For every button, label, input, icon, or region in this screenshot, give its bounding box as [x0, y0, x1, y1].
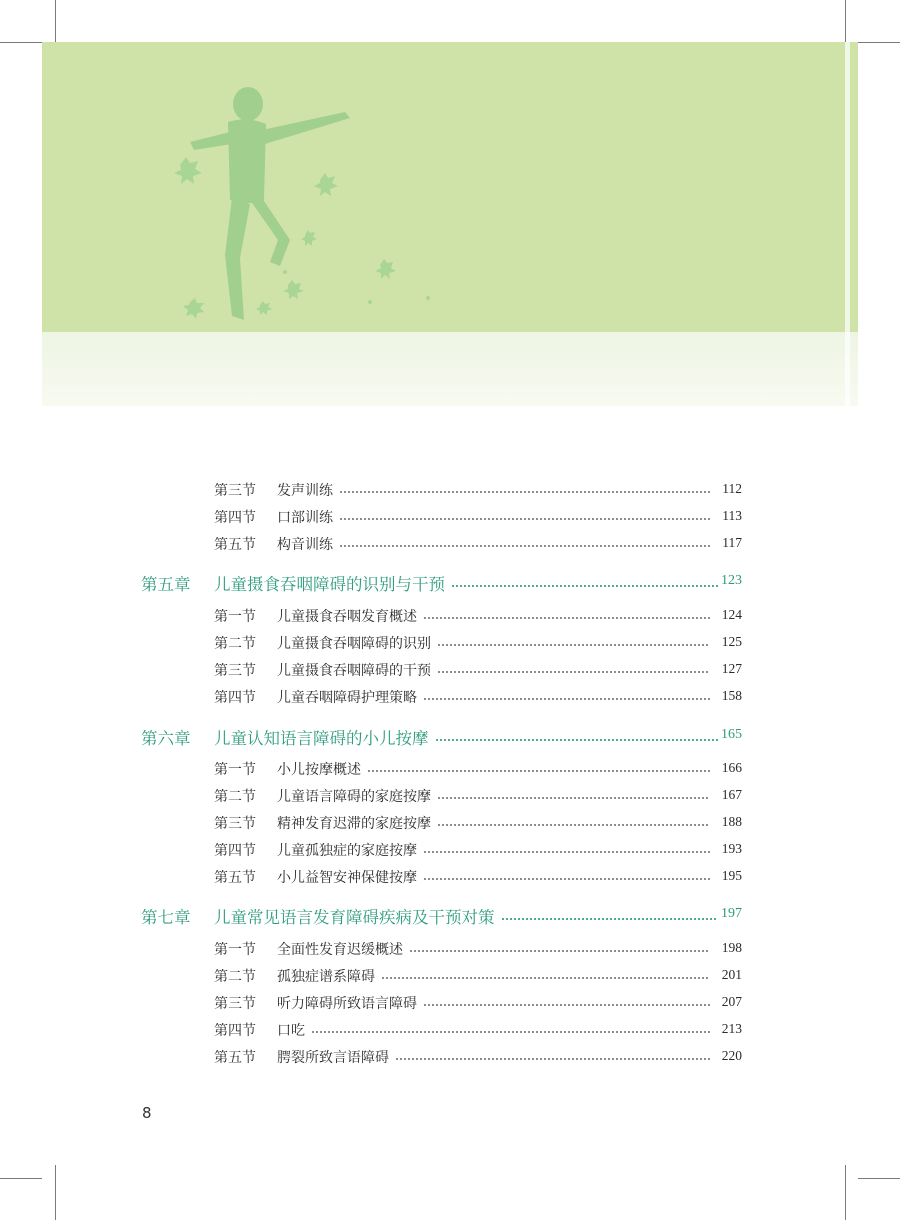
- toc-section-number: 第四节: [214, 690, 256, 706]
- toc-section-title: 全面性发育迟缓概述: [277, 942, 403, 958]
- toc-page-number: 123: [721, 573, 742, 588]
- toc-section-row[interactable]: [0, 476, 900, 503]
- crop-mark: [55, 1165, 56, 1220]
- toc-section-row[interactable]: [0, 1016, 900, 1043]
- toc-section-number: 第五节: [214, 870, 256, 886]
- toc-page-number: 158: [721, 688, 742, 703]
- toc-chapter-number: 第七章: [141, 908, 191, 927]
- toc-leader-dots: [423, 617, 710, 619]
- toc-chapter-row[interactable]: [0, 571, 900, 598]
- crop-mark: [0, 42, 42, 43]
- toc-section-title: 儿童语言障碍的家庭按摩: [277, 789, 431, 805]
- toc-section-row[interactable]: [0, 1043, 900, 1070]
- toc-page-number: 207: [721, 994, 742, 1009]
- toc-section-row[interactable]: [0, 836, 900, 863]
- toc-section-number: 第一节: [214, 942, 256, 958]
- toc-chapter-number: 第六章: [141, 729, 191, 748]
- toc-leader-dots: [423, 1004, 710, 1006]
- toc-page-number: 213: [721, 1021, 742, 1036]
- toc-chapter-number: 第五章: [141, 575, 191, 594]
- toc-section-title: 孤独症谱系障碍: [277, 969, 375, 985]
- toc-leader-dots: [423, 851, 710, 853]
- toc-section-number: 第四节: [214, 843, 256, 859]
- toc-section-number: 第四节: [214, 510, 256, 526]
- toc-page-number: 193: [721, 841, 742, 856]
- toc-page-number: 127: [721, 661, 742, 676]
- toc-page-number: 197: [721, 906, 742, 921]
- toc-leader-dots: [423, 698, 710, 700]
- toc-section-number: 第一节: [214, 609, 256, 625]
- toc-section-number: 第三节: [214, 996, 256, 1012]
- toc-section-row[interactable]: [0, 530, 900, 557]
- toc-section-title: 儿童摄食吞咽障碍的干预: [277, 663, 431, 679]
- toc-section-title: 腭裂所致言语障碍: [277, 1050, 389, 1066]
- toc-section-title: 听力障碍所致语言障碍: [277, 996, 417, 1012]
- toc-chapter-title: 儿童摄食吞咽障碍的识别与干预: [214, 575, 445, 594]
- toc-leader-dots: [437, 797, 710, 799]
- toc-leader-dots: [501, 918, 718, 920]
- toc-section-number: 第五节: [214, 1050, 256, 1066]
- toc-section-title: 小儿益智安神保健按摩: [277, 870, 417, 886]
- toc-section-row[interactable]: [0, 629, 900, 656]
- crop-mark: [0, 1178, 42, 1179]
- toc-section-title: 小儿按摩概述: [277, 762, 361, 778]
- toc-page-number: 165: [721, 727, 742, 742]
- running-child-silhouette-icon: [170, 80, 470, 340]
- toc-leader-dots: [451, 585, 718, 587]
- toc-section-number: 第三节: [214, 816, 256, 832]
- toc-section-title: 构音训练: [277, 537, 333, 553]
- toc-section-title: 儿童孤独症的家庭按摩: [277, 843, 417, 859]
- toc-leader-dots: [437, 671, 710, 673]
- toc-section-number: 第二节: [214, 969, 256, 985]
- toc-section-row[interactable]: [0, 656, 900, 683]
- toc-section-title: 精神发育迟滞的家庭按摩: [277, 816, 431, 832]
- toc-page-number: 112: [722, 481, 742, 496]
- toc-section-number: 第一节: [214, 762, 256, 778]
- toc-page-number: 188: [721, 814, 742, 829]
- toc-section-number: 第三节: [214, 663, 256, 679]
- toc-leader-dots: [437, 824, 710, 826]
- toc-section-number: 第二节: [214, 636, 256, 652]
- maple-leaf-icon: [174, 157, 430, 319]
- toc-leader-dots: [367, 770, 710, 772]
- toc-leader-dots: [435, 739, 718, 741]
- toc-section-number: 第五节: [214, 537, 256, 553]
- toc-page-number: 124: [721, 607, 742, 622]
- page-number: 8: [142, 1104, 152, 1122]
- toc-page-number: 167: [721, 787, 742, 802]
- toc-section-row[interactable]: [0, 602, 900, 629]
- crop-mark: [858, 42, 900, 43]
- toc-section-row[interactable]: [0, 962, 900, 989]
- toc-section-row[interactable]: [0, 755, 900, 782]
- toc-leader-dots: [437, 644, 710, 646]
- toc-section-row[interactable]: [0, 503, 900, 530]
- toc-section-title: 儿童摄食吞咽障碍的识别: [277, 636, 431, 652]
- toc-leader-dots: [339, 545, 710, 547]
- toc-leader-dots: [395, 1058, 710, 1060]
- toc-section-title: 口部训练: [277, 510, 333, 526]
- toc-section-number: 第二节: [214, 789, 256, 805]
- toc-section-row[interactable]: [0, 683, 900, 710]
- toc-leader-dots: [339, 518, 710, 520]
- toc-leader-dots: [423, 878, 710, 880]
- toc-page-number: 113: [722, 508, 742, 523]
- toc-leader-dots: [381, 977, 710, 979]
- toc-section-title: 儿童吞咽障碍护理策略: [277, 690, 417, 706]
- toc-page-number: 201: [721, 967, 742, 982]
- toc-section-number: 第三节: [214, 483, 256, 499]
- toc-chapter-row[interactable]: [0, 904, 900, 931]
- toc-section-title: 发声训练: [277, 483, 333, 499]
- toc-section-row[interactable]: [0, 782, 900, 809]
- toc-section-title: 儿童摄食吞咽发育概述: [277, 609, 417, 625]
- toc-page-number: 125: [721, 634, 742, 649]
- toc-chapter-title: 儿童常见语言发育障碍疾病及干预对策: [214, 908, 495, 927]
- header-banner-strip: [42, 332, 858, 406]
- toc-page-number: 220: [721, 1048, 742, 1063]
- toc-section-row[interactable]: [0, 989, 900, 1016]
- toc-section-row[interactable]: [0, 809, 900, 836]
- toc-section-number: 第四节: [214, 1023, 256, 1039]
- header-banner-edge: [845, 42, 850, 406]
- toc-section-row[interactable]: [0, 863, 900, 890]
- toc-page-number: 166: [721, 760, 742, 775]
- toc-leader-dots: [339, 491, 710, 493]
- toc-section-title: 口吃: [277, 1023, 305, 1039]
- toc-chapter-row[interactable]: [0, 725, 900, 752]
- crop-mark: [845, 1165, 846, 1220]
- toc-leader-dots: [409, 950, 710, 952]
- toc-page-number: 198: [721, 940, 742, 955]
- crop-mark: [858, 1178, 900, 1179]
- toc-page-number: 195: [721, 868, 742, 883]
- toc-chapter-title: 儿童认知语言障碍的小儿按摩: [214, 729, 429, 748]
- toc-page-number: 117: [722, 535, 742, 550]
- toc-section-row[interactable]: [0, 935, 900, 962]
- toc-leader-dots: [311, 1031, 710, 1033]
